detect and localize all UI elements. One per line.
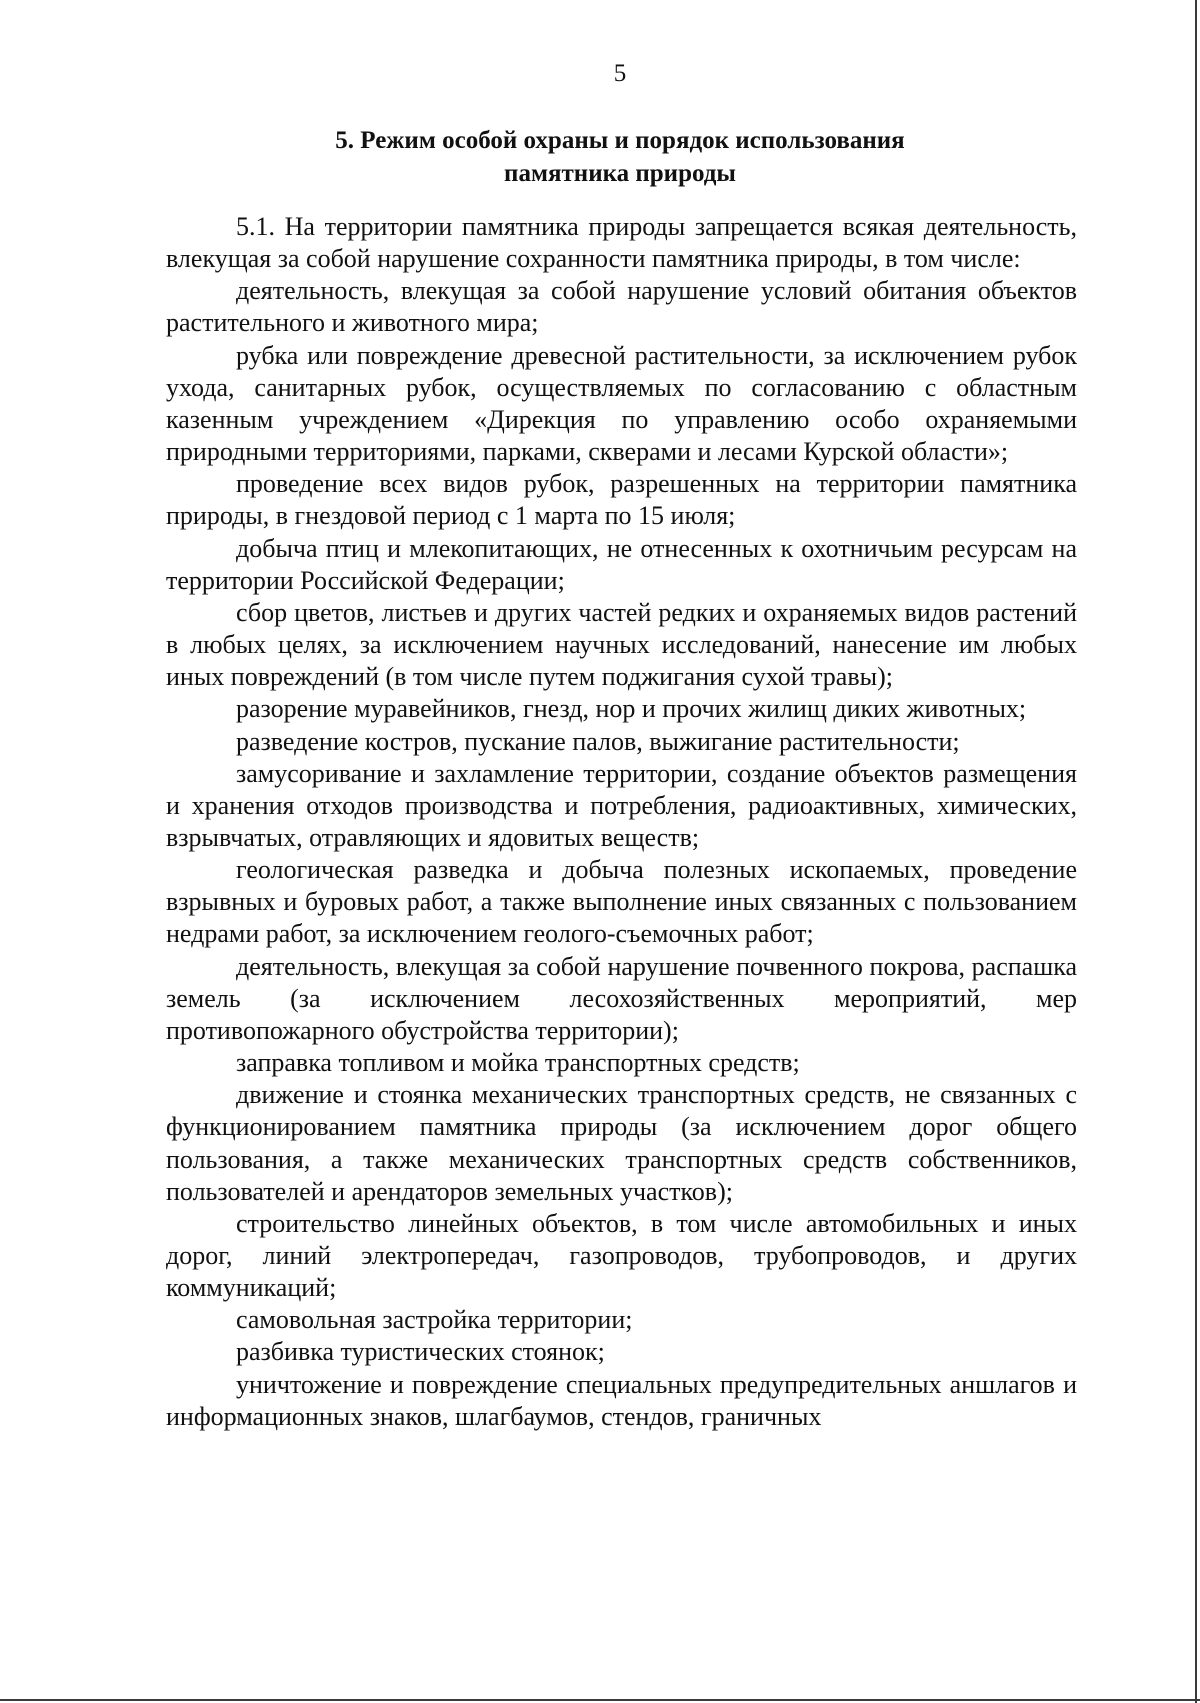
paragraph: 5.1. На территории памятника природы запрещается всякая деятельность, влекущая за собой нарушение сохранности памятника природы, в том числе: (166, 212, 1077, 274)
scan-edge-bottom (0, 1699, 1200, 1701)
paragraph: деятельность, влекущая за собой нарушение почвенного покрова, распашка земель (за исключением лесохозяйственных мероприятий, мер противопожарного обустройства территории); (166, 951, 1077, 1045)
paragraph: замусоривание и захламление территории, создание объектов размещения и хранения отходов производства и потребления, радиоактивных, химических, взрывчатых, отравляющих и ядовитых веществ; (166, 758, 1077, 852)
paragraph: сбор цветов, листьев и других частей редких и охраняемых видов растений в любых целях, за исключением научных исследований, нанесение им любых иных повреждений (в том числе путем поджигания сухой травы); (166, 597, 1077, 692)
paragraph: строительство линейных объектов, в том числе автомобильных и иных дорог, линий электропередач, газопроводов, трубопроводов, и других коммуникаций; (166, 1208, 1077, 1303)
paragraph: геологическая разведка и добыча полезных ископаемых, проведение взрывных и буровых работ, а также выполнение иных связанных с пользованием недрами работ, за исключением геолого-съемочных работ; (166, 855, 1077, 949)
section-heading-line-1: 5. Режим особой охраны и порядок использования (335, 127, 905, 154)
paragraph: заправка топливом и мойка транспортных средств; (236, 1048, 800, 1078)
document-body (166, 211, 1077, 1433)
paragraph: движение и стоянка механических транспортных средств, не связанных с функционированием памятника природы (за исключением дорог общего пользования, а также механических транспортных средств собственников, пользователей и арендаторов земельных участков); (166, 1080, 1077, 1206)
paragraph: проведение всех видов рубок, разрешенных на территории памятника природы, в гнездовой период с 1 марта по 15 июля; (166, 469, 1077, 531)
paragraph: самовольная застройка территории; (236, 1305, 633, 1335)
paragraph: деятельность, влекущая за собой нарушение условий обитания объектов растительного и животного мира; (166, 276, 1077, 338)
section-heading (0, 124, 1200, 190)
scan-edge-right (1195, 0, 1197, 1703)
paragraph: добыча птиц и млекопитающих, не отнесенных к охотничьим ресурсам на территории Российской Федерации; (166, 533, 1077, 595)
page-number: 5 (613, 60, 627, 87)
paragraph: разбивка туристических стоянок; (236, 1337, 605, 1367)
paragraph: разведение костров, пускание палов, выжигание растительности; (236, 726, 960, 756)
section-heading-line-2: памятника природы (504, 160, 736, 187)
paragraph: уничтожение и повреждение специальных предупредительных аншлагов и информационных знаков, шлагбаумов, стендов, граничных (166, 1369, 1077, 1431)
paragraph: рубка или повреждение древесной растительности, за исключением рубок ухода, санитарных рубок, осуществляемых по согласованию с областным казенным учреждением «Дирекция по управлению особо охраняемыми природными территориями, парками, скверами и лесами Курской области»; (166, 340, 1077, 467)
paragraph: разорение муравейников, гнезд, нор и прочих жилищ диких животных; (236, 694, 1027, 724)
